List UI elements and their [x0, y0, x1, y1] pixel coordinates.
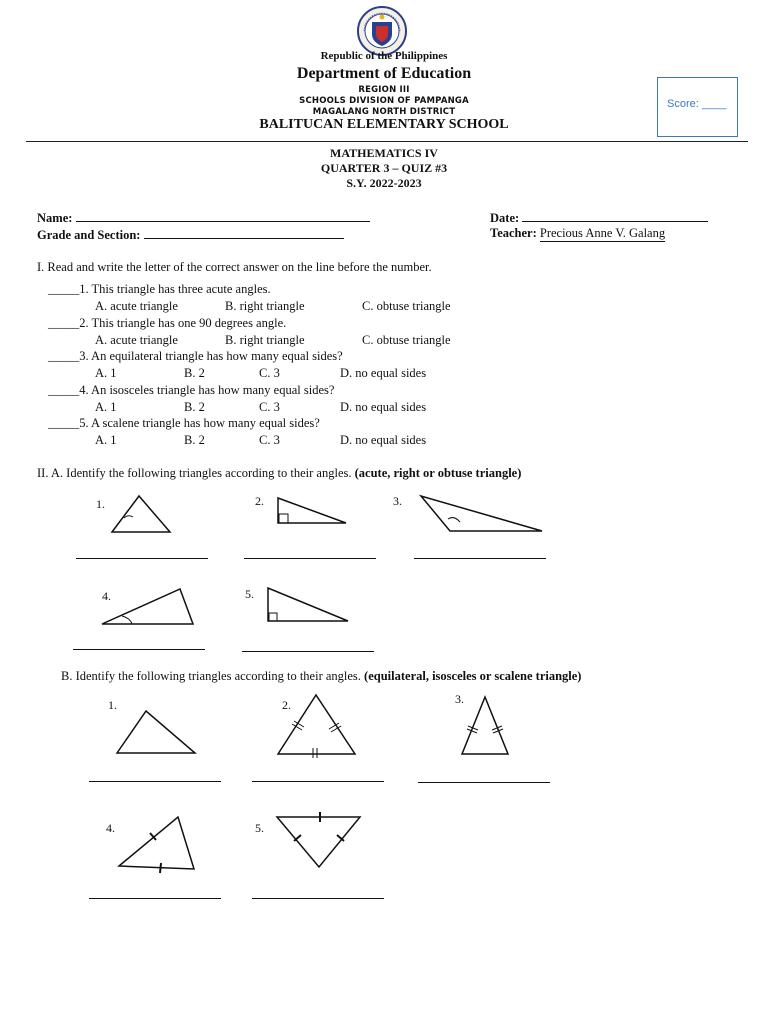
subject-title: MATHEMATICS IV [330, 146, 438, 160]
2a-num-3: 3. [393, 494, 402, 508]
q5-choice-a: A. 1 [95, 433, 117, 447]
q5-stem: _____5. A scalene triangle has how many equal sides? [48, 416, 320, 430]
acute-triangle-figure [110, 494, 176, 534]
right-triangle-figure [276, 496, 350, 526]
right-triangle-figure-5 [266, 586, 352, 624]
school-name: BALITUCAN ELEMENTARY SCHOOL [259, 117, 509, 132]
grade-field [37, 226, 344, 243]
deped-seal-logo [357, 6, 407, 56]
republic-text: Republic of the Philippines [320, 50, 448, 62]
isosceles-triangle-figure-5 [274, 812, 364, 870]
grade-label: Grade and Section: [37, 228, 141, 242]
region-text: REGION III [358, 85, 410, 95]
q1-choice-a: A. acute triangle [95, 299, 178, 313]
header-divider [26, 141, 748, 142]
date-label: Date: [490, 211, 520, 225]
part2b-hint: (equilateral, isosceles or scalene triangle) [364, 669, 582, 683]
2b-num-5: 5. [255, 821, 264, 835]
district-text: MAGALANG NORTH DISTRICT [312, 107, 456, 117]
2a-answer-line-4[interactable] [73, 649, 205, 650]
teacher-field [490, 226, 665, 241]
2b-answer-line-5[interactable] [252, 898, 384, 899]
name-label: Name: [37, 211, 73, 225]
part2b-text: B. Identify the following triangles according to their angles. [61, 669, 361, 683]
date-line[interactable] [522, 209, 708, 222]
obtuse-triangle-figure-4 [100, 586, 196, 628]
part2a-text: II. A. Identify the following triangles according to their angles. [37, 466, 352, 480]
q4-choice-b: B. 2 [184, 400, 205, 414]
q3-choice-b: B. 2 [184, 366, 205, 380]
q3-choice-d: D. no equal sides [340, 366, 427, 380]
2a-answer-line-3[interactable] [414, 558, 546, 559]
q5-choice-d: D. no equal sides [340, 433, 427, 447]
score-label: Score: ____ [667, 98, 727, 110]
date-field [490, 209, 708, 226]
2a-answer-line-2[interactable] [244, 558, 376, 559]
2b-answer-line-1[interactable] [89, 781, 221, 782]
teacher-value: Precious Anne V. Galang [539, 226, 666, 240]
2b-answer-line-3[interactable] [418, 782, 550, 783]
q2-choice-b: B. right triangle [225, 333, 305, 347]
obtuse-triangle-figure [418, 494, 546, 534]
name-line[interactable] [76, 209, 370, 222]
2b-num-1: 1. [108, 698, 117, 712]
q1-stem: _____1. This triangle has three acute angles. [48, 282, 271, 296]
school-year: S.Y. 2022-2023 [346, 176, 422, 190]
teacher-label: Teacher: [490, 226, 537, 240]
part2a-instruction [37, 466, 521, 481]
2a-answer-line-5[interactable] [242, 651, 374, 652]
q3-stem: _____3. An equilateral triangle has how many equal sides? [48, 349, 343, 363]
2a-num-1: 1. [96, 497, 105, 511]
q4-choice-d: D. no equal sides [340, 400, 427, 414]
isosceles-triangle-figure [458, 694, 512, 758]
q4-stem: _____4. An isosceles triangle has how many equal sides? [48, 383, 335, 397]
q5-choice-c: C. 3 [259, 433, 280, 447]
part1-instruction: I. Read and write the letter of the correct answer on the line before the number. [37, 260, 432, 274]
q1-choice-b: B. right triangle [225, 299, 305, 313]
2b-num-3: 3. [455, 692, 464, 706]
2b-answer-line-4[interactable] [89, 898, 221, 899]
q1-choice-c: C. obtuse triangle [362, 299, 451, 313]
q3-choice-c: C. 3 [259, 366, 280, 380]
q3-choice-a: A. 1 [95, 366, 117, 380]
scalene-triangle-figure [114, 708, 198, 756]
q2-choice-c: C. obtuse triangle [362, 333, 451, 347]
2a-answer-line-1[interactable] [76, 558, 208, 559]
q5-choice-b: B. 2 [184, 433, 205, 447]
department-text: Department of Education [296, 65, 472, 82]
2b-num-2: 2. [282, 698, 291, 712]
2a-num-4: 4. [102, 589, 111, 603]
2b-num-4: 4. [106, 821, 115, 835]
equilateral-triangle-figure [275, 692, 359, 758]
2a-num-2: 2. [255, 494, 264, 508]
q2-stem: _____2. This triangle has one 90 degrees angle. [48, 316, 287, 330]
isosceles-triangle-figure-4 [116, 814, 198, 870]
grade-line[interactable] [144, 226, 344, 239]
q4-choice-a: A. 1 [95, 400, 117, 414]
part2a-hint: (acute, right or obtuse triangle) [354, 466, 522, 480]
part2b-instruction [61, 669, 581, 684]
2b-answer-line-2[interactable] [252, 781, 384, 782]
2a-num-5: 5. [245, 587, 254, 601]
division-text: SCHOOLS DIVISION OF PAMPANGA [299, 96, 469, 106]
name-field [37, 209, 370, 226]
quiz-title: QUARTER 3 – QUIZ #3 [320, 161, 448, 175]
q4-choice-c: C. 3 [259, 400, 280, 414]
q2-choice-a: A. acute triangle [95, 333, 178, 347]
